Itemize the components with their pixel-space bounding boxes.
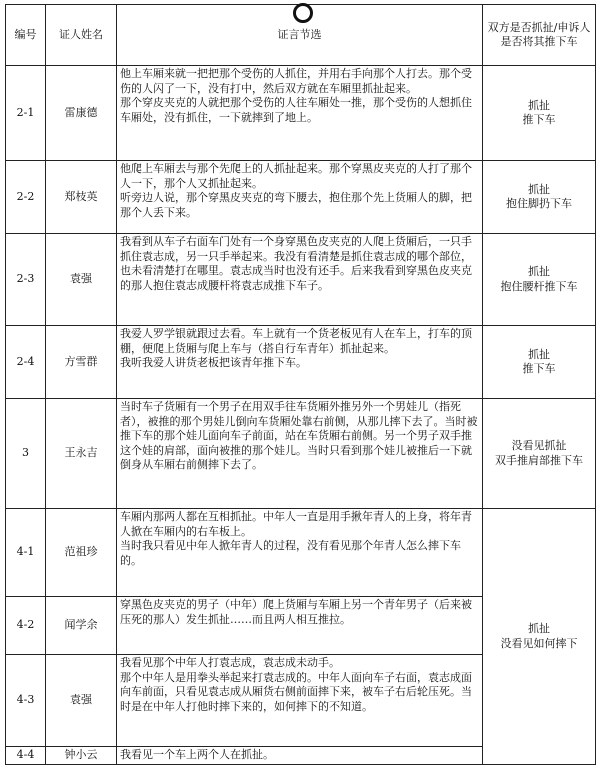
row-testimony (117, 747, 483, 765)
row-name: 方雪群 (46, 326, 117, 399)
row-name: 雷康德 (46, 66, 117, 161)
row-no: 4-4 (6, 747, 46, 765)
verdict-line: 抓扯 (528, 265, 550, 278)
merged-verdict (483, 509, 596, 765)
row-testimony (117, 66, 483, 161)
testimony-para: 我爱人罗学银就跟过去看。车上就有一个货老板见有人在车上，打车的顶棚，便爬上货厢与爬上车与（搭自行车青年）抓扯起来。 (120, 327, 472, 355)
row-verdict (483, 399, 596, 509)
row-testimony (117, 597, 483, 655)
row-verdict (483, 161, 596, 234)
table-row (6, 399, 596, 509)
testimony-para: 我看见那个中年人打袁志成，袁志成未动手。 (120, 656, 340, 669)
row-no: 4-3 (6, 655, 46, 747)
testimony-para: 那个中年人是用拳头举起来打袁志成的。中年人面向车子右面，袁志成面向车前面，只看见袁志成从厢货右侧前面摔下来，被车子右后轮压死。当时是在中年人打他时摔下来的，如何摔下的不知道。 (120, 670, 472, 713)
header-row (6, 5, 596, 66)
header-testimony-label: 证言节选 (277, 27, 322, 41)
punch-hole-icon (293, 3, 313, 23)
row-verdict (483, 66, 596, 161)
verdict-line: 双手推肩部推下车 (495, 453, 583, 467)
row-verdict (483, 234, 596, 326)
table-row (6, 509, 596, 597)
row-no: 2-1 (6, 66, 46, 161)
testimony-table (5, 4, 596, 765)
verdict-line: 没看见抓扯 (511, 439, 567, 452)
testimony-para: 我看到从车子右面车门处有一个身穿黑色皮夹克的人爬上货厢后，一只手抓住袁志成，另一只手举起来。我没有看清楚是抓住袁志成的哪个部位，也未看清楚打在哪里。袁志成当时也没有还手。后来我看到穿黑色皮夹克的那人抱住袁志成腰杆将袁志成推下车子。 (120, 235, 472, 292)
testimony-para: 当时我只看见中年人掀年青人的过程，没有看见那个年青人怎么摔下车的。 (120, 539, 461, 567)
verdict-line: 抓扯 (528, 182, 550, 196)
row-testimony (117, 509, 483, 597)
testimony-para: 当时车子货厢有一个男子在用双手往车货厢外推另外一个男娃儿（指死者），被推的那个男娃儿倒向车货厢处靠右前侧，从那儿摔下去了。当时被推下车的那个娃儿面向车子前面，站在车货厢右前侧。另一个男子双手推这个娃的肩部，面向被推的那个娃儿。当时只看到那个娃儿被推后一下就倒身从车厢右前侧摔下去了。 (120, 400, 478, 471)
verdict-line: 抓扯 (528, 347, 550, 361)
row-name: 袁强 (46, 655, 117, 747)
row-testimony (117, 161, 483, 234)
testimony-para: 车厢内那两人都在互相抓扯。中年人一直是用手揪年青人的上身，将年青人掀在车厢内的右车板上。 (120, 510, 472, 538)
testimony-para: 我看见一个车上两个人在抓扯。 (120, 748, 274, 761)
verdict-line: 推下车 (522, 113, 556, 126)
row-name: 范祖珍 (46, 509, 117, 597)
table-row (6, 326, 596, 399)
table-row (6, 234, 596, 326)
verdict-line: 推下车 (522, 362, 556, 375)
verdict-line: 抱住腰杆推下车 (500, 279, 578, 293)
row-no: 2-2 (6, 161, 46, 234)
verdict-line: 抓扯 (528, 98, 550, 112)
row-testimony (117, 234, 483, 326)
row-testimony (117, 655, 483, 747)
row-no: 2-3 (6, 234, 46, 326)
verdict-line: 没看见如何摔下 (500, 636, 578, 650)
testimony-para: 我听我爱人讲货老板把该青年推下车。 (120, 356, 307, 369)
row-no: 3 (6, 399, 46, 509)
testimony-para: 他爬上车厢去与那个先爬上的人抓扯起来。那个穿黑皮夹克的人打了那个人一下，那个人又抓扯起来。 (120, 162, 472, 190)
row-name: 钟小云 (46, 747, 117, 765)
row-verdict (483, 326, 596, 399)
table-row (6, 66, 596, 161)
row-name: 王永吉 (46, 399, 117, 509)
row-testimony (117, 326, 483, 399)
row-no: 2-4 (6, 326, 46, 399)
table-row (6, 161, 596, 234)
verdict-line: 抓扯 (528, 622, 550, 635)
row-name: 闻学余 (46, 597, 117, 655)
testimony-para: 那个穿皮夹克的人就把那个受伤的人往车厢处一推，那个受伤的人想抓住车厢处，没有抓住，一下就摔到了地上。 (120, 96, 472, 124)
header-no: 编号 (6, 5, 46, 66)
header-verdict: 双方是否抓扯/申诉人是否将其推下车 (483, 5, 596, 66)
row-no: 4-2 (6, 597, 46, 655)
testimony-para: 穿黑色皮夹克的男子（中年）爬上货厢与车厢上另一个青年男子（后来被压死的那人）发生抓扯……而且两人相互推拉。 (120, 598, 472, 626)
row-testimony (117, 399, 483, 509)
row-no: 4-1 (6, 509, 46, 597)
header-name: 证人姓名 (46, 5, 117, 66)
header-testimony (117, 5, 483, 66)
verdict-line: 抱住脚扔下车 (506, 197, 572, 210)
testimony-para: 听旁边人说，那个穿黑皮夹克的弯下腰去，抱住那个先上货厢人的脚，把那个人丢下来。 (120, 191, 472, 219)
testimony-para: 他上车厢来就一把把那个受伤的人抓住，并用右手向那个人打去。那个受伤的人闪了一下，没有打中，然后双方就在车厢里抓扯起来。 (120, 67, 472, 95)
row-name: 袁强 (46, 234, 117, 326)
row-name: 郑枝英 (46, 161, 117, 234)
